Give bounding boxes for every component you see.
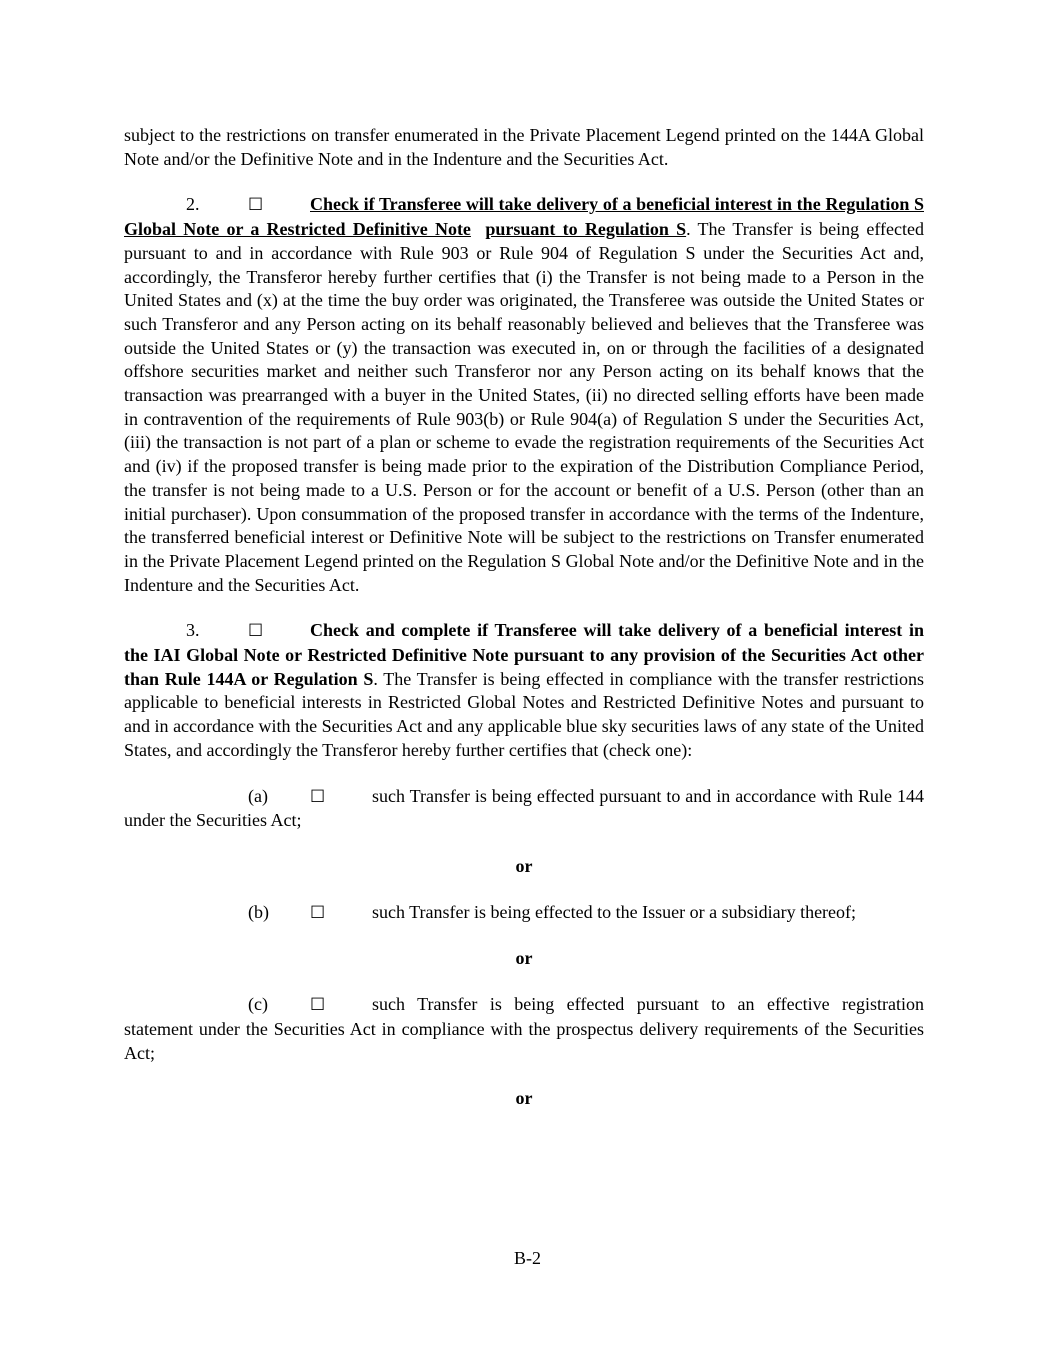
item-2-paragraph [124,193,924,597]
option-c-label: (c) [248,994,268,1015]
option-b-label: (b) [248,901,269,922]
option-b [124,901,924,926]
item-3-number: 3. [186,620,200,641]
item-2-body: . The Transfer is being effected pursuant to and in accordance with Rule 903 or Rule 904 of Regulation S under the Securities Act and, accordingly, the Transferor hereby further certifies that (i) the Transfer is not being made to a Person in the United States and (x) at the time the buy order was originated, the Transferee was outside the United States or such Transferor and any Person acting on its behalf reasonably believed and believes that the Transferee was outside the United States or (y) the transaction was executed in, on or through the facilities of a designated offshore securities market and neither such Transferor nor any Person acting on its behalf knows that the transaction was prearranged with a buyer in the United States, (ii) no directed selling efforts have been made in contravention of the requirements of Rule 903(b) or Rule 904(a) of Regulation S under the Securities Act, (iii) the transaction is not part of a plan or scheme to evade the registration requirements of the Securities Act and (iv) if the proposed transfer is being made prior to the expiration of the Distribution Compliance Period, the transfer is not being made to a U.S. Person or for the account or benefit of a U.S. Person (other than an initial purchaser). Upon consummation of the proposed transfer in accordance with the terms of the Indenture, the transferred beneficial interest or Definitive Note will be subject to the restrictions on Transfer enumerated in the Private Placement Legend printed on the Regulation S Global Note and/or the Definitive Note and in the Indenture and the Securities Act. [124,219,925,595]
item-2-heading-regulation-s: pursuant to Regulation S [485,219,687,240]
or-separator-1: or [515,855,533,876]
option-a-checkbox-icon[interactable]: ☐ [310,786,326,807]
or-separator-2: or [515,948,533,969]
continuation-paragraph: subject to the restrictions on transfer enumerated in the Private Placement Legend printed on the 144A Global Note and/or the Definitive Note and in the Indenture and the Securities Act. [124,125,924,169]
item-3-body: . The Transfer is being effected in compliance with the transfer restrictions applicable to beneficial interests in Restricted Global Notes and Restricted Definitive Notes and pursuant to and in accordance with the Securities Act and any applicable blue sky securities laws of any state of the United States, and accordingly the Transferor hereby further certifies that (check one): [124,668,925,760]
option-b-checkbox-icon[interactable]: ☐ [310,902,326,923]
option-c [124,993,924,1065]
or-separator-3: or [515,1088,533,1109]
page-number: B-2 [514,1248,541,1268]
option-a-label: (a) [248,785,268,806]
item-3-heading: Check and complete if Transferee will take delivery of a beneficial interest in the IAI Global Note or Restricted Definitive Note pursuant to any provision of the Securities Act other than Rule 144A or Regulation S [124,620,924,689]
option-c-text: such Transfer is being effected pursuant to an effective registration statement under the Securities Act in compliance with the prospectus delivery requirements of the Securities Act; [124,994,924,1063]
item-2-checkbox-icon[interactable]: ☐ [248,195,264,216]
item-3-checkbox-icon[interactable]: ☐ [248,621,264,642]
option-a-text: such Transfer is being effected pursuant to and in accordance with Rule 144 under the Securities Act; [124,785,924,831]
document-page [124,124,924,1111]
item-3-paragraph [124,619,924,762]
item-2-number: 2. [186,194,200,215]
item-2-heading: Check if Transferee will take delivery of a beneficial interest in the Regulation S Global Note or a Restricted Definitive Note [124,194,924,240]
option-b-text: such Transfer is being effected to the Issuer or a subsidiary thereof; [372,901,857,922]
option-a [124,785,924,833]
option-c-checkbox-icon[interactable]: ☐ [310,995,326,1016]
